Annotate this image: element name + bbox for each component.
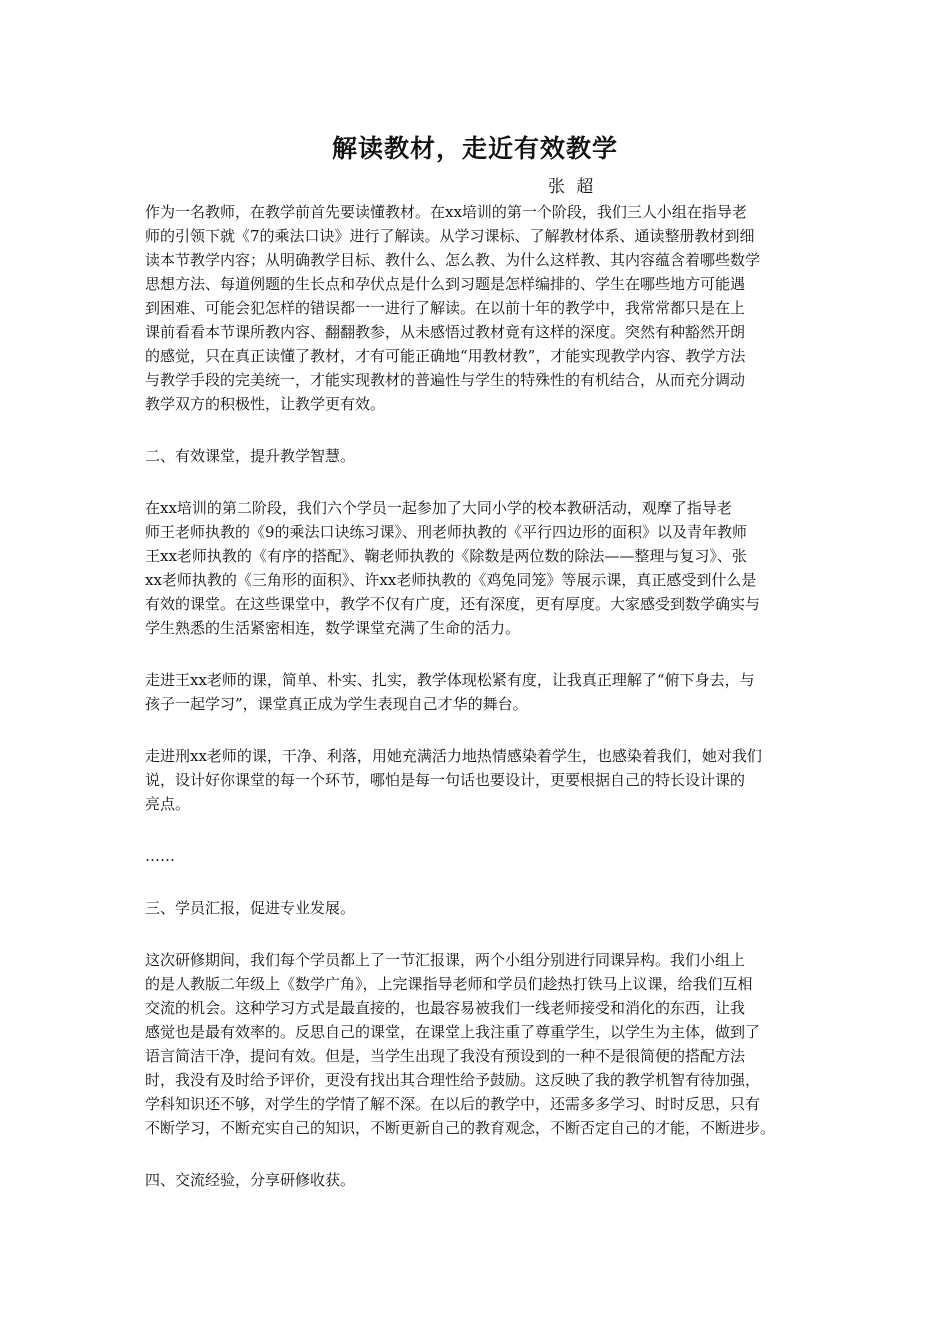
paragraph — [145, 496, 825, 640]
paragraph-line: 三、学员汇报，促进专业发展。 — [145, 899, 356, 917]
paragraph-line: 时，我没有及时给予评价，更没有找出其合理性给予鼓励。这反映了我的教学机智有待加强， — [145, 1071, 761, 1089]
paragraph-line: 感觉也是最有效率的。反思自己的课堂，在课堂上我注重了尊重学生，以学生为主体，做到了 — [145, 1023, 761, 1041]
paragraph-line: 学科知识还不够，对学生的学情了解不深。在以后的教学中，还需多多学习、时时反思，只有 — [145, 1095, 761, 1113]
paragraph-line: xx老师执教的《三角形的面积》、许xx老师执教的《鸡兔同笼》等展示课，真正感受到什么是 — [145, 571, 757, 589]
paragraph-line: 读本节教学内容；从明确教学目标、教什么、怎么教、为什么这样教、其内容蕴含着哪些数学 — [145, 251, 761, 269]
paragraph-line: 有效的课堂。在这些课堂中，教学不仅有广度，还有深度，更有厚度。大家感受到数学确实与 — [145, 595, 761, 613]
paragraph-gap — [145, 1140, 825, 1168]
paragraph — [145, 1168, 825, 1192]
paragraph-line: 作为一名教师，在教学前首先要读懂教材。在xx培训的第一个阶段，我们三人小组在指导老 — [145, 203, 747, 221]
document-title: 解读教材，走近有效教学 — [331, 134, 618, 163]
paragraph — [145, 896, 825, 920]
paragraph — [145, 444, 825, 468]
paragraph-line: 在xx培训的第二阶段，我们六个学员一起参加了大同小学的校本教研活动，观摩了指导老 — [145, 499, 732, 517]
paragraph-line: 师王老师执教的《9的乘法口诀练习课》、刑老师执教的《平行四边形的面积》以及青年教师 — [145, 523, 748, 541]
paragraph-line: 亮点。 — [145, 795, 191, 813]
paragraph-gap — [145, 640, 825, 668]
paragraph-line: 走进王xx老师的课，简单、朴实、扎实，教学体现松紧有度，让我真正理解了“俯下身去，与 — [145, 671, 755, 689]
paragraph — [145, 844, 825, 868]
paragraph — [145, 948, 825, 1140]
paragraph-line: 思想方法、每道例题的生长点和孕伏点是什么到习题是怎样编排的、学生在哪些地方可能遇 — [145, 275, 746, 293]
paragraph-line: 这次研修期间，我们每个学员都上了一节汇报课，两个小组分别进行同课异构。我们小组上 — [145, 951, 746, 969]
paragraph-line: 四、交流经验，分享研修收获。 — [145, 1171, 356, 1189]
paragraph-line: 到困难、可能会犯怎样的错误都一一进行了解读。在以前十年的教学中，我常常都只是在上 — [145, 299, 746, 317]
paragraph-line: 走进刑xx老师的课，干净、利落，用她充满活力地热情感染着学生，也感染着我们，她对我们 — [145, 747, 762, 765]
document-body — [145, 200, 825, 1192]
paragraph-line: 的是人教版二年级上《数学广角》，上完课指导老师和学员们趁热打铁马上议课，给我们互相 — [145, 975, 753, 993]
paragraph-gap — [145, 816, 825, 844]
paragraph-line: 王xx老师执教的《有序的搭配》、鞠老师执教的《除数是两位数的除法——整理与复习》、张 — [145, 547, 747, 565]
paragraph-line: 师的引领下就《7的乘法口诀》进行了解读。从学习课标、了解教材体系、通读整册教材到细 — [145, 227, 755, 245]
paragraph-line: 课前看看本节课所教内容、翻翻教参，从未感悟过教材竟有这样的深度。突然有种豁然开朗 — [145, 323, 746, 341]
paragraph-gap — [145, 868, 825, 896]
paragraph-gap — [145, 416, 825, 444]
paragraph-line: 学生熟悉的生活紧密相连，数学课堂充满了生命的活力。 — [145, 619, 521, 637]
paragraph-line: 交流的机会。这种学习方式是最直接的，也最容易被我们一线老师接受和消化的东西，让我 — [145, 999, 746, 1017]
paragraph-gap — [145, 716, 825, 744]
paragraph-line: 的感觉，只在真正读懂了教材，才有可能正确地“用教材教”，才能实现教学内容、教学方法 — [145, 347, 746, 365]
paragraph-line: 与教学手段的完美统一，才能实现教材的普遍性与学生的特殊性的有机结合，从而充分调动 — [145, 371, 746, 389]
paragraph — [145, 200, 825, 416]
paragraph — [145, 744, 825, 816]
paragraph-gap — [145, 920, 825, 948]
paragraph — [145, 668, 825, 716]
paragraph-line: 不断学习，不断充实自己的知识，不断更新自己的教育观念，不断否定自己的才能，不断进步。 — [145, 1119, 776, 1137]
paragraph-line: …… — [145, 847, 175, 865]
paragraph-line: 二、有效课堂，提升教学智慧。 — [145, 447, 356, 465]
paragraph-line: 语言简洁干净，提问有效。但是，当学生出现了我没有预设到的一种不是很简便的搭配方法 — [145, 1047, 746, 1065]
paragraph-gap — [145, 468, 825, 496]
author-name: 张 超 — [548, 177, 597, 197]
paragraph-line: 说，设计好你课堂的每一个环节，哪怕是每一句话也要设计，更要根据自己的特长设计课的 — [145, 771, 746, 789]
paragraph-line: 孩子一起学习”，课堂真正成为学生表现自己才华的舞台。 — [145, 695, 528, 713]
paragraph-line: 教学双方的积极性，让教学更有效。 — [145, 395, 386, 413]
